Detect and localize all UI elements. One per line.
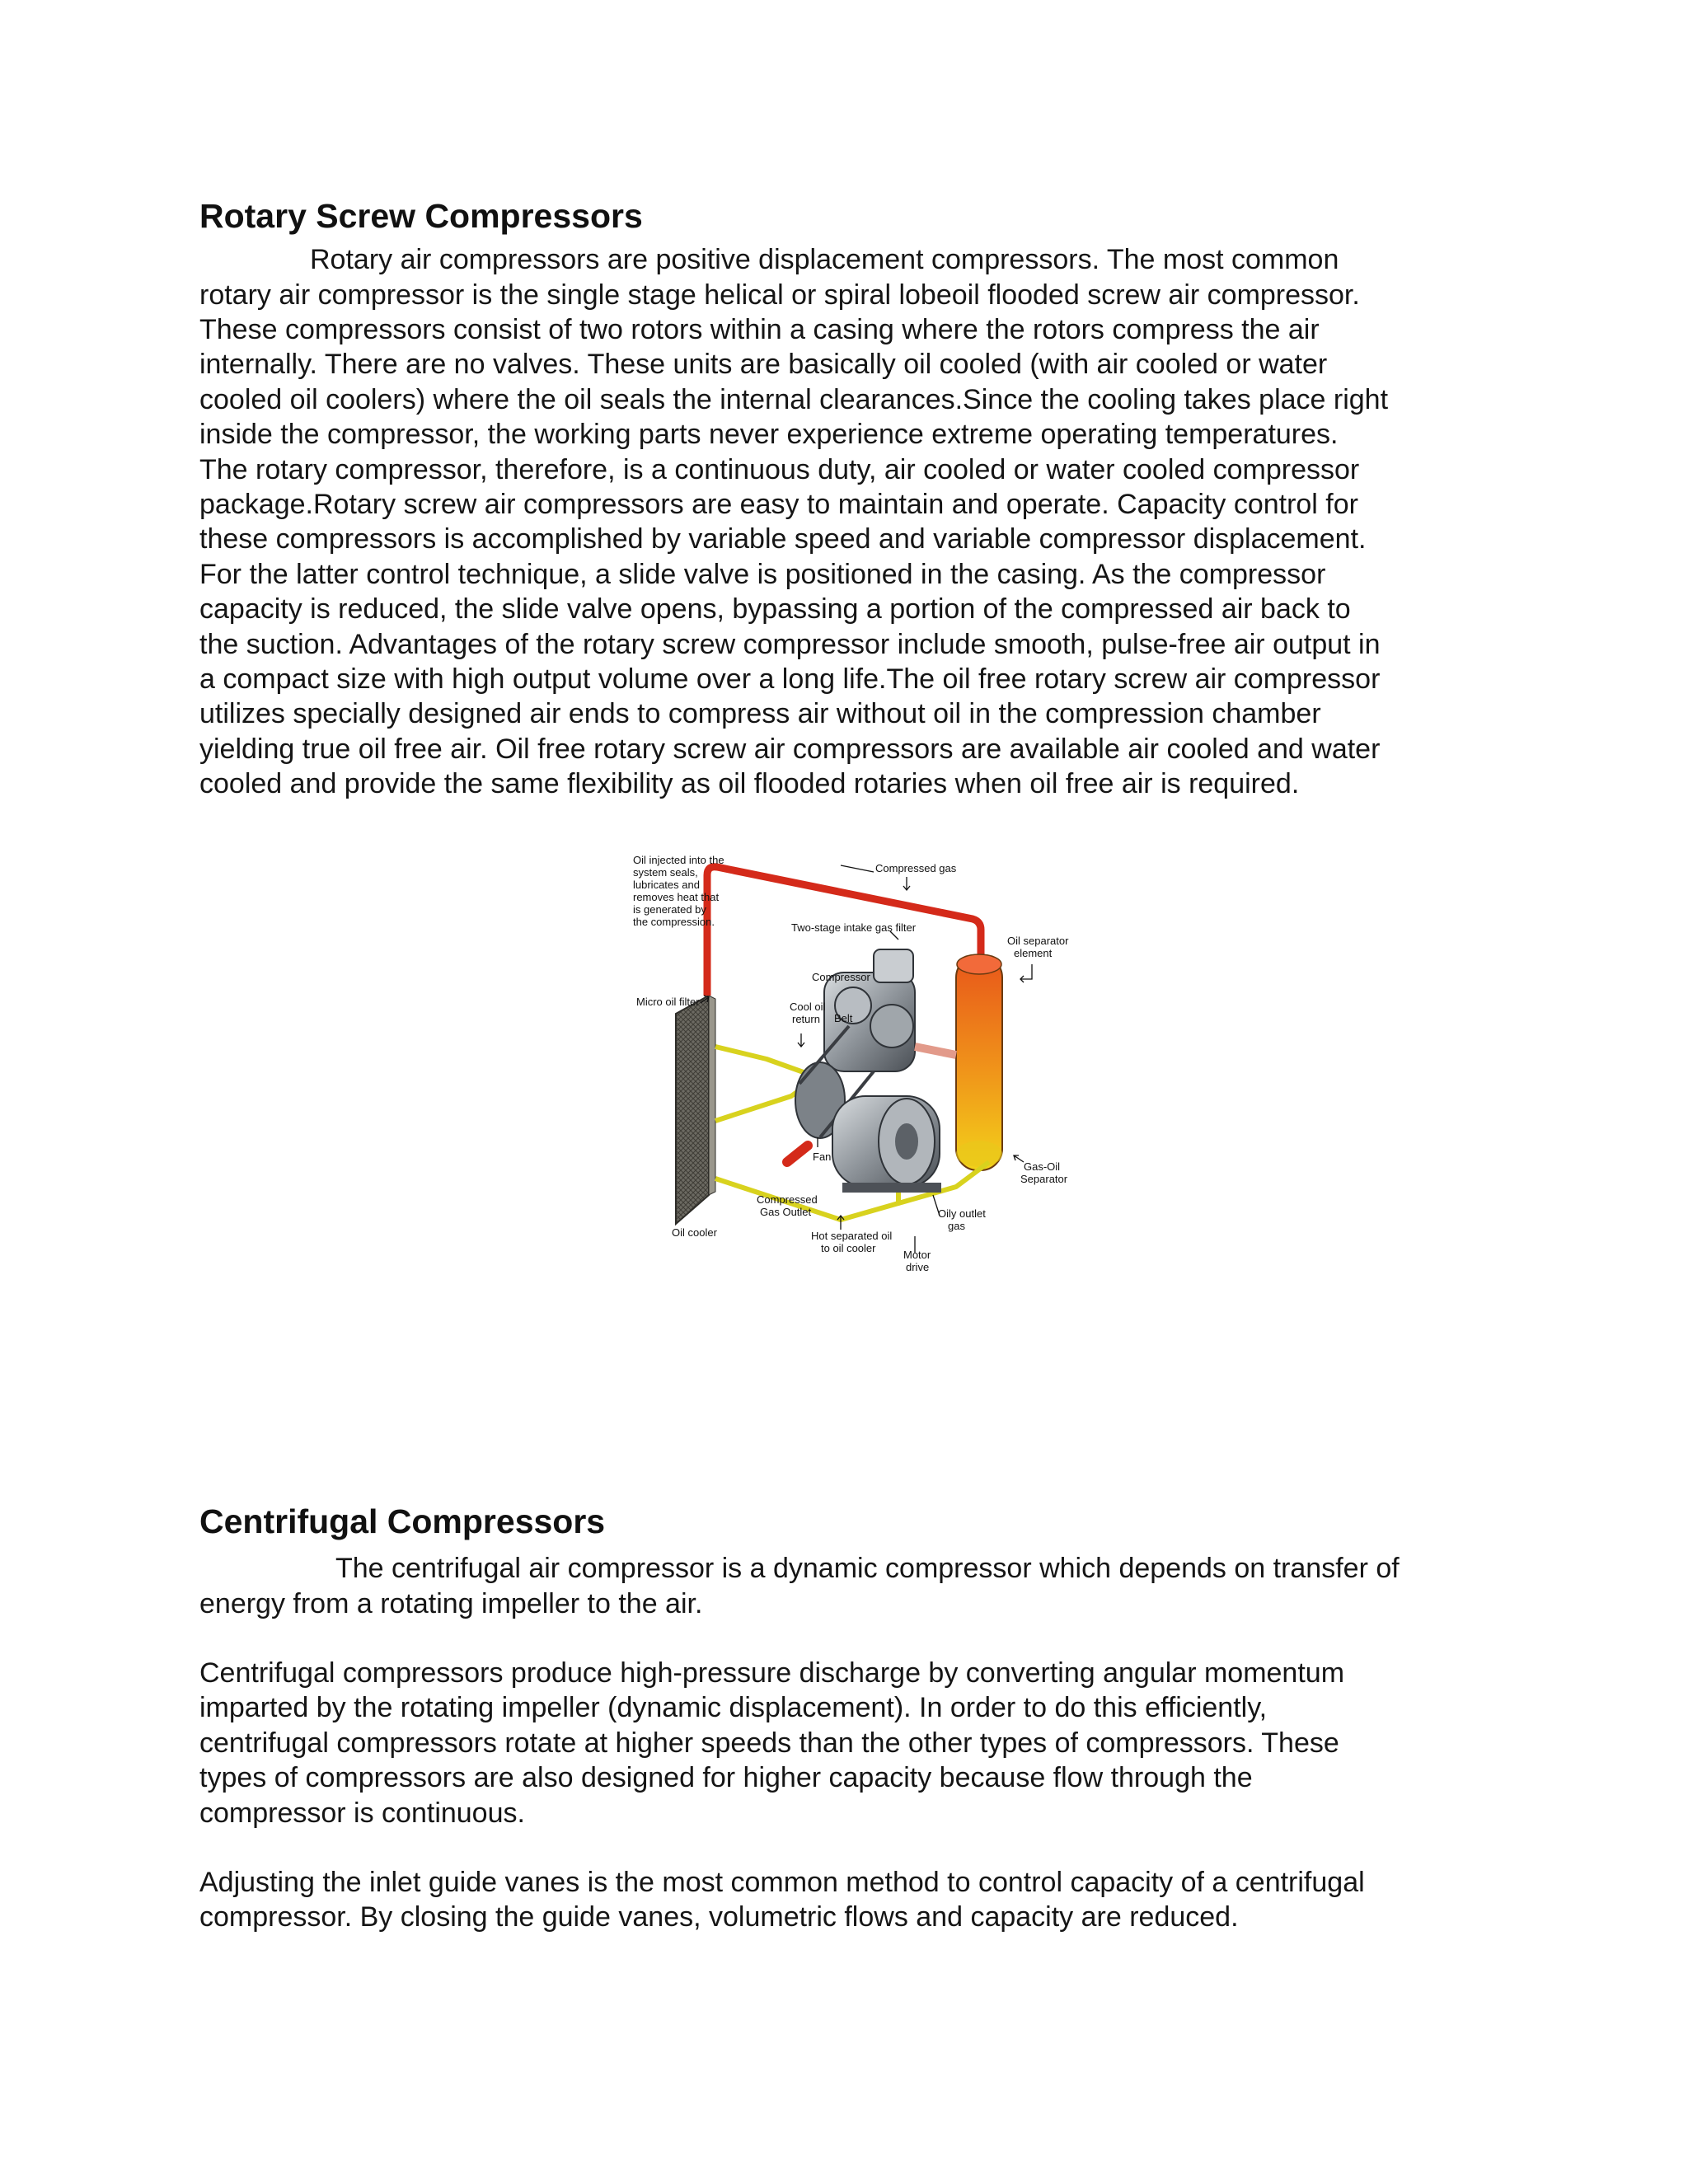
label-fan: Fan <box>813 1151 832 1163</box>
paragraph-line: centrifugal compressors rotate at higher speeds than the other types of compressors. These <box>199 1727 1339 1759</box>
paragraph-line: yielding true oil free air. Oil free rotary screw air compressors are available air cooled and water <box>199 733 1381 765</box>
oil-separator-tank <box>956 954 1002 1170</box>
paragraph-line: Rotary air compressors are positive displacement compressors. The most common <box>310 244 1339 276</box>
oil-cooler-shape <box>676 996 715 1224</box>
label-oil-injected: Oil injected into the system seals, lubricates and removes heat that is generated by the compression. <box>633 854 724 928</box>
paragraph-line: Centrifugal compressors produce high-pressure discharge by converting angular momentum <box>199 1657 1345 1689</box>
motor <box>832 1096 941 1193</box>
paragraph-gap <box>199 1621 1502 1656</box>
paragraph-line: cooled oil coolers) where the oil seals the internal clearances.Since the cooling takes place right <box>199 383 1389 415</box>
label-micro-oil-filter: Micro oil filter <box>636 996 700 1008</box>
compressor-diagram <box>626 849 1071 1294</box>
rotary-paragraph <box>199 242 1502 802</box>
paragraph-line: These compressors consist of two rotors within a casing where the rotors compress the air <box>199 313 1320 345</box>
paragraph-line: types of compressors are also designed for higher capacity because flow through the <box>199 1762 1253 1794</box>
paragraph-line: utilizes specially designed air ends to compress air without oil in the compression chamber <box>199 698 1321 730</box>
paragraph-line: package.Rotary screw air compressors are easy to maintain and operate. Capacity control for <box>199 488 1358 520</box>
label-compressed-gas-outlet: Compressed Gas Outlet <box>757 1193 818 1218</box>
centrifugal-section <box>199 1503 1502 1935</box>
paragraph-line: the suction. Advantages of the rotary screw compressor include smooth, pulse-free air output in <box>199 628 1381 660</box>
compressor-airend <box>824 949 915 1071</box>
paragraph-line: rotary air compressor is the single stage helical or spiral lobeoil flooded screw air compressor. <box>199 279 1360 311</box>
label-compressor: Compressor <box>812 971 870 983</box>
compressor-diagram-svg <box>626 849 1071 1294</box>
paragraph-line: compressor. By closing the guide vanes, volumetric flows and capacity are reduced. <box>199 1901 1239 1933</box>
paragraph-line: Adjusting the inlet guide vanes is the most common method to control capacity of a centrifugal <box>199 1866 1365 1898</box>
paragraph-line: compressor is continuous. <box>199 1797 525 1829</box>
paragraph-line: energy from a rotating impeller to the air. <box>199 1587 703 1619</box>
paragraph-line: these compressors is accomplished by variable speed and variable compressor displacement. <box>199 523 1367 555</box>
hot-oil-line <box>915 1047 956 1055</box>
label-hot-separated-oil: Hot separated oil to oil cooler <box>811 1230 893 1254</box>
section-heading-rotary: Rotary Screw Compressors <box>199 197 643 235</box>
paragraph-line: The rotary compressor, therefore, is a continuous duty, air cooled or water cooled compressor <box>199 453 1360 485</box>
paragraph-line: The centrifugal air compressor is a dynamic compressor which depends on transfer of <box>335 1553 1400 1585</box>
label-motor-drive: Motor drive <box>903 1249 931 1273</box>
paragraph-line: imparted by the rotating impeller (dynamic displacement). In order to do this efficiently, <box>199 1692 1268 1724</box>
label-cool-oil-return: Cool oil return <box>790 1001 826 1025</box>
centrifugal-paragraphs <box>199 1551 1502 1935</box>
paragraph-line: capacity is reduced, the slide valve opens, bypassing a portion of the compressed air back to <box>199 593 1351 626</box>
label-oily-outlet-gas: Oily outlet gas <box>938 1207 986 1232</box>
paragraph-line: For the latter control technique, a slide valve is positioned in the casing. As the compressor <box>199 558 1326 590</box>
label-gas-oil-separator: Gas-Oil Separator <box>1020 1160 1068 1185</box>
label-oil-separator-element: Oil separator element <box>1007 935 1069 959</box>
label-oil-cooler: Oil cooler <box>672 1226 717 1239</box>
red-outlet-pipe <box>787 1146 808 1162</box>
paragraph-line: internally. There are no valves. These units are basically oil cooled (with air cooled or water <box>199 349 1328 381</box>
paragraph-line: inside the compressor, the working parts never experience extreme operating temperatures. <box>199 419 1339 451</box>
paragraph-line: a compact size with high output volume over a long life.The oil free rotary screw air compressor <box>199 663 1381 695</box>
paragraph-gap <box>199 1830 1502 1865</box>
label-compressed-gas: Compressed gas <box>875 862 957 874</box>
label-belt: Belt <box>834 1012 853 1024</box>
label-intake-filter: Two-stage intake gas filter <box>791 921 917 934</box>
section-heading-centrifugal: Centrifugal Compressors <box>199 1502 606 1540</box>
paragraph-line: cooled and provide the same flexibility as oil flooded rotaries when oil free air is required. <box>199 768 1300 800</box>
rotary-screw-section <box>199 198 1502 802</box>
